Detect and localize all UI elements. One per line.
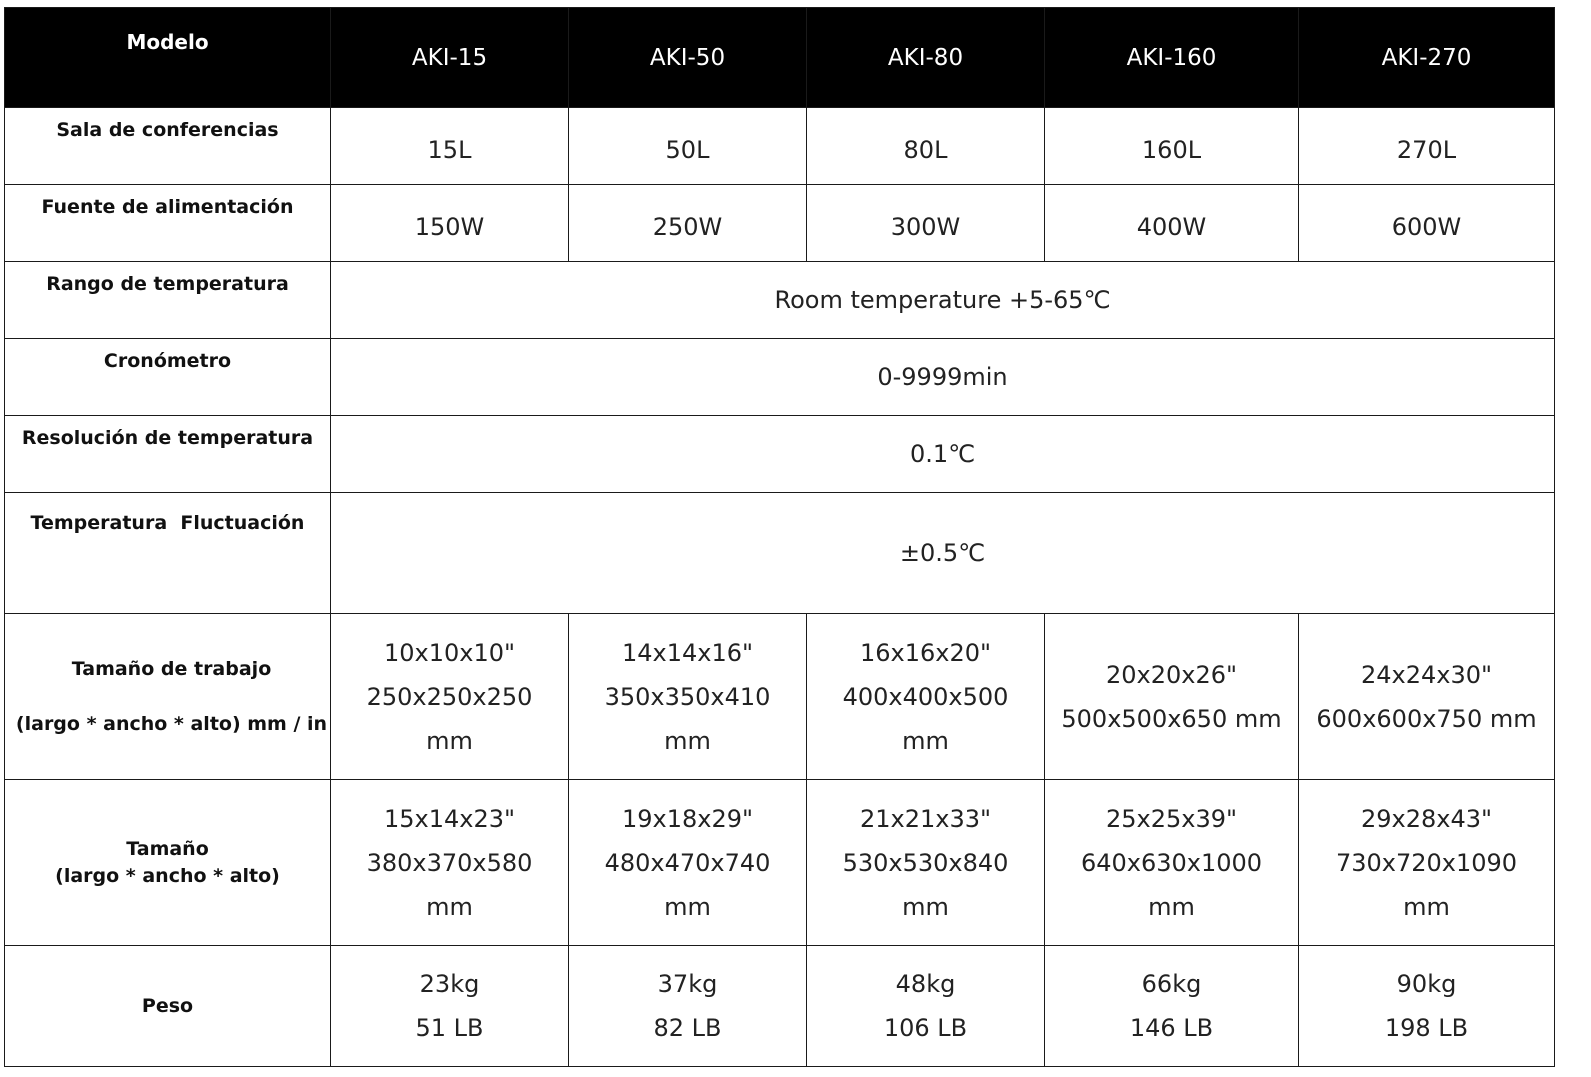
work-size-in: 10x10x10" <box>383 638 516 667</box>
cell-temp-range: Room temperature +5-65℃ <box>331 262 1555 339</box>
size-unit: mm <box>902 892 949 921</box>
cell-chamber-3: 160L <box>1045 108 1299 185</box>
size-mm: 480x470x740 <box>604 848 771 877</box>
row-label-weight: Peso <box>5 946 331 1067</box>
cell-work-size-2 <box>807 614 1045 780</box>
model-aki-160: AKI-160 <box>1045 8 1299 108</box>
size-mm: 640x630x1000 <box>1080 848 1263 877</box>
cell-power-4: 600W <box>1299 185 1555 262</box>
cell-size-0 <box>331 780 569 946</box>
size-unit: mm <box>664 892 711 921</box>
model-aki-50: AKI-50 <box>569 8 807 108</box>
model-aki-80: AKI-80 <box>807 8 1045 108</box>
work-size-mm: 400x400x500 <box>842 682 1009 711</box>
cell-power-2: 300W <box>807 185 1045 262</box>
row-temp-range <box>5 262 1555 339</box>
size-label-title: Tamaño <box>126 837 209 860</box>
row-timer <box>5 339 1555 416</box>
size-unit: mm <box>1403 892 1450 921</box>
size-mm: 380x370x580 <box>366 848 533 877</box>
cell-work-size-0 <box>331 614 569 780</box>
size-in: 21x21x33" <box>859 804 992 833</box>
row-label-power: Fuente de alimentación <box>5 185 331 262</box>
size-mm: 530x530x840 <box>842 848 1009 877</box>
size-in: 25x25x39" <box>1105 804 1238 833</box>
weight-lb: 82 LB <box>653 1014 722 1042</box>
size-in: 19x18x29" <box>621 804 754 833</box>
cell-weight-2 <box>807 946 1045 1067</box>
model-aki-270: AKI-270 <box>1299 8 1555 108</box>
row-temp-fluctuation <box>5 493 1555 614</box>
work-size-unit: mm <box>426 726 473 755</box>
work-size-unit: mm <box>664 726 711 755</box>
cell-chamber-2: 80L <box>807 108 1045 185</box>
weight-kg: 90kg <box>1396 970 1457 998</box>
cell-weight-0 <box>331 946 569 1067</box>
row-label-chamber: Sala de conferencias <box>5 108 331 185</box>
cell-power-0: 150W <box>331 185 569 262</box>
weight-lb: 51 LB <box>415 1014 484 1042</box>
cell-size-3 <box>1045 780 1299 946</box>
cell-size-2 <box>807 780 1045 946</box>
cell-work-size-1 <box>569 614 807 780</box>
work-size-mm: 600x600x750 mm <box>1316 704 1537 733</box>
work-size-in: 24x24x30" <box>1360 660 1493 689</box>
work-size-label-dims: (largo * ancho * alto) mm / in <box>15 712 328 735</box>
spec-table <box>4 7 1555 1067</box>
size-unit: mm <box>1148 892 1195 921</box>
work-size-mm: 350x350x410 <box>604 682 771 711</box>
cell-chamber-4: 270L <box>1299 108 1555 185</box>
row-chamber <box>5 108 1555 185</box>
row-label-size <box>5 780 331 946</box>
row-weight <box>5 946 1555 1067</box>
row-temp-resolution <box>5 416 1555 493</box>
weight-lb: 198 LB <box>1384 1014 1469 1042</box>
weight-kg: 48kg <box>895 970 956 998</box>
cell-temp-fluctuation: ±0.5℃ <box>331 493 1555 614</box>
cell-temp-resolution: 0.1℃ <box>331 416 1555 493</box>
work-size-in: 20x20x26" <box>1105 660 1238 689</box>
size-unit: mm <box>426 892 473 921</box>
work-size-mm: 250x250x250 <box>366 682 533 711</box>
work-size-label-title: Tamaño de trabajo <box>71 657 272 680</box>
weight-kg: 66kg <box>1141 970 1202 998</box>
size-in: 15x14x23" <box>383 804 516 833</box>
cell-size-1 <box>569 780 807 946</box>
cell-weight-3 <box>1045 946 1299 1067</box>
row-label-work-size <box>5 614 331 780</box>
cell-chamber-1: 50L <box>569 108 807 185</box>
weight-lb: 106 LB <box>883 1014 968 1042</box>
cell-power-3: 400W <box>1045 185 1299 262</box>
row-work-size <box>5 614 1555 780</box>
cell-timer: 0-9999min <box>331 339 1555 416</box>
cell-chamber-0: 15L <box>331 108 569 185</box>
weight-lb: 146 LB <box>1129 1014 1214 1042</box>
weight-kg: 37kg <box>657 970 718 998</box>
cell-weight-4 <box>1299 946 1555 1067</box>
row-label-temp-range: Rango de temperatura <box>5 262 331 339</box>
work-size-in: 14x14x16" <box>621 638 754 667</box>
size-in: 29x28x43" <box>1360 804 1493 833</box>
row-label-timer: Cronómetro <box>5 339 331 416</box>
work-size-unit: mm <box>902 726 949 755</box>
row-label-temp-resolution: Resolución de temperatura <box>5 416 331 493</box>
size-label-dims: (largo * ancho * alto) <box>55 864 280 887</box>
cell-weight-1 <box>569 946 807 1067</box>
cell-size-4 <box>1299 780 1555 946</box>
size-mm: 730x720x1090 <box>1335 848 1518 877</box>
row-label-temp-fluctuation: Temperatura Fluctuación <box>5 493 331 614</box>
model-aki-15: AKI-15 <box>331 8 569 108</box>
cell-power-1: 250W <box>569 185 807 262</box>
row-size <box>5 780 1555 946</box>
model-header: Modelo <box>5 8 331 108</box>
cell-work-size-4 <box>1299 614 1555 780</box>
work-size-in: 16x16x20" <box>859 638 992 667</box>
header-row <box>5 8 1555 108</box>
weight-kg: 23kg <box>419 970 480 998</box>
row-power <box>5 185 1555 262</box>
work-size-mm: 500x500x650 mm <box>1061 704 1282 733</box>
cell-work-size-3 <box>1045 614 1299 780</box>
